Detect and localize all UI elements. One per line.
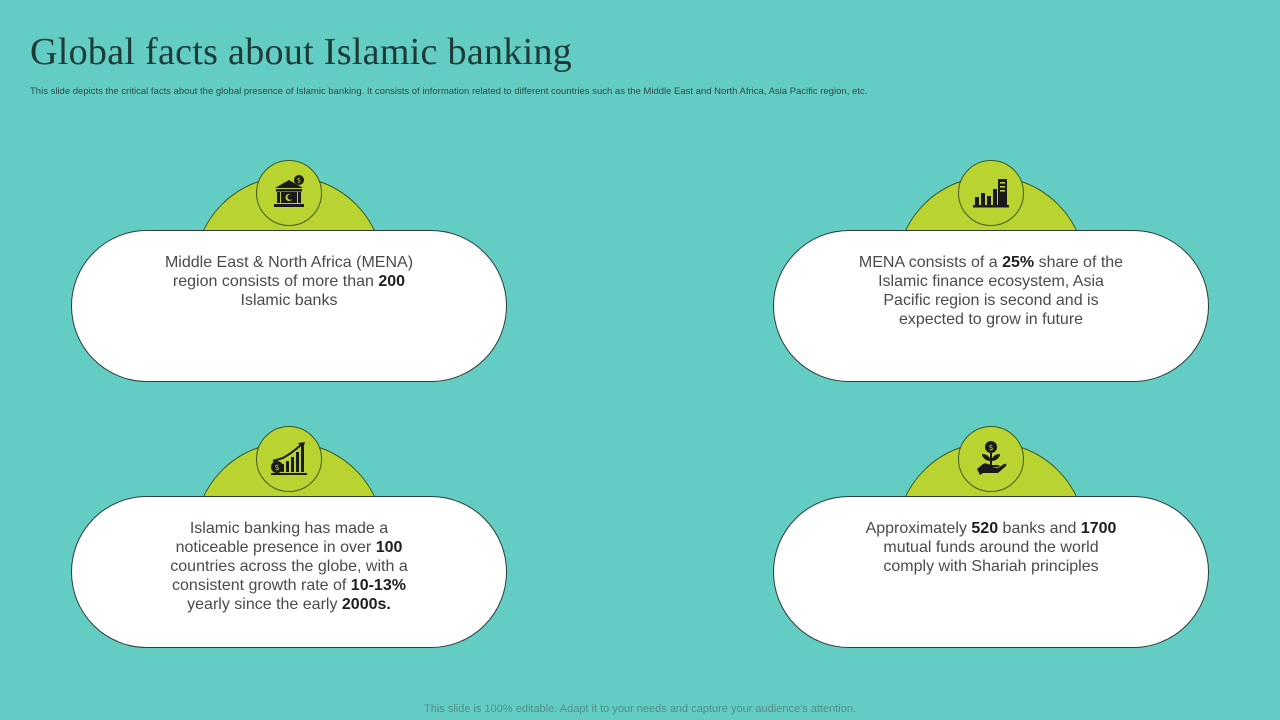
fact-text-segment: mutual funds around the world comply with Shariah principles bbox=[883, 539, 1099, 575]
fact-card-shariah-compliance bbox=[773, 426, 1209, 646]
svg-text:$: $ bbox=[988, 443, 994, 452]
fact-text bbox=[773, 230, 1209, 329]
fact-text-segment: MENA consists of a bbox=[858, 254, 1003, 271]
fact-text-segment: banks and bbox=[998, 520, 1081, 537]
fact-highlight: 100 bbox=[375, 539, 403, 556]
fact-text-segment: Middle East & North Africa (MENA) region consists of more than bbox=[164, 254, 414, 290]
fact-card-mena-share bbox=[773, 160, 1209, 380]
svg-text:$: $ bbox=[296, 176, 302, 185]
fact-highlight: 25% bbox=[1002, 254, 1035, 271]
fact-text bbox=[773, 496, 1209, 576]
fact-highlight: 1700 bbox=[1080, 520, 1117, 537]
footer-note: This slide is 100% editable. Adapt it to your needs and capture your audience's attention. bbox=[424, 703, 856, 715]
growth-chart-icon bbox=[256, 426, 322, 492]
fact-highlight: 200 bbox=[378, 273, 406, 290]
page-title: Global facts about Islamic banking bbox=[30, 31, 573, 73]
svg-text:$: $ bbox=[274, 463, 280, 472]
fact-card-global-presence bbox=[71, 426, 507, 646]
fact-text-segment: Islamic banking has made a noticeable presence in over bbox=[175, 520, 389, 556]
fact-text bbox=[71, 496, 507, 614]
fact-card-mena-banks bbox=[71, 160, 507, 380]
fact-highlight: 520 bbox=[971, 520, 999, 537]
bank-icon bbox=[256, 160, 322, 226]
page-subtitle: This slide depicts the critical facts about the global presence of Islamic banking. It consists of information related to different countries such as the Middle East and North Africa, Asia Pacific region, etc. bbox=[30, 86, 868, 97]
money-plant-hand-icon bbox=[958, 426, 1024, 492]
fact-highlight: 10-13% bbox=[350, 577, 406, 594]
fact-text-segment: yearly since the early bbox=[187, 596, 342, 613]
fact-text-segment: Islamic banks bbox=[240, 292, 338, 309]
fact-highlight: 2000s. bbox=[341, 596, 391, 613]
fact-text-segment: share of the Islamic finance ecosystem, Asia Pacific region is second and is expected to grow in future bbox=[878, 254, 1124, 328]
fact-text-segment: countries across the globe, with a consistent growth rate of bbox=[170, 558, 408, 594]
fact-text bbox=[71, 230, 507, 310]
bar-chart-building-icon bbox=[958, 160, 1024, 226]
fact-text-segment: Approximately bbox=[865, 520, 972, 537]
